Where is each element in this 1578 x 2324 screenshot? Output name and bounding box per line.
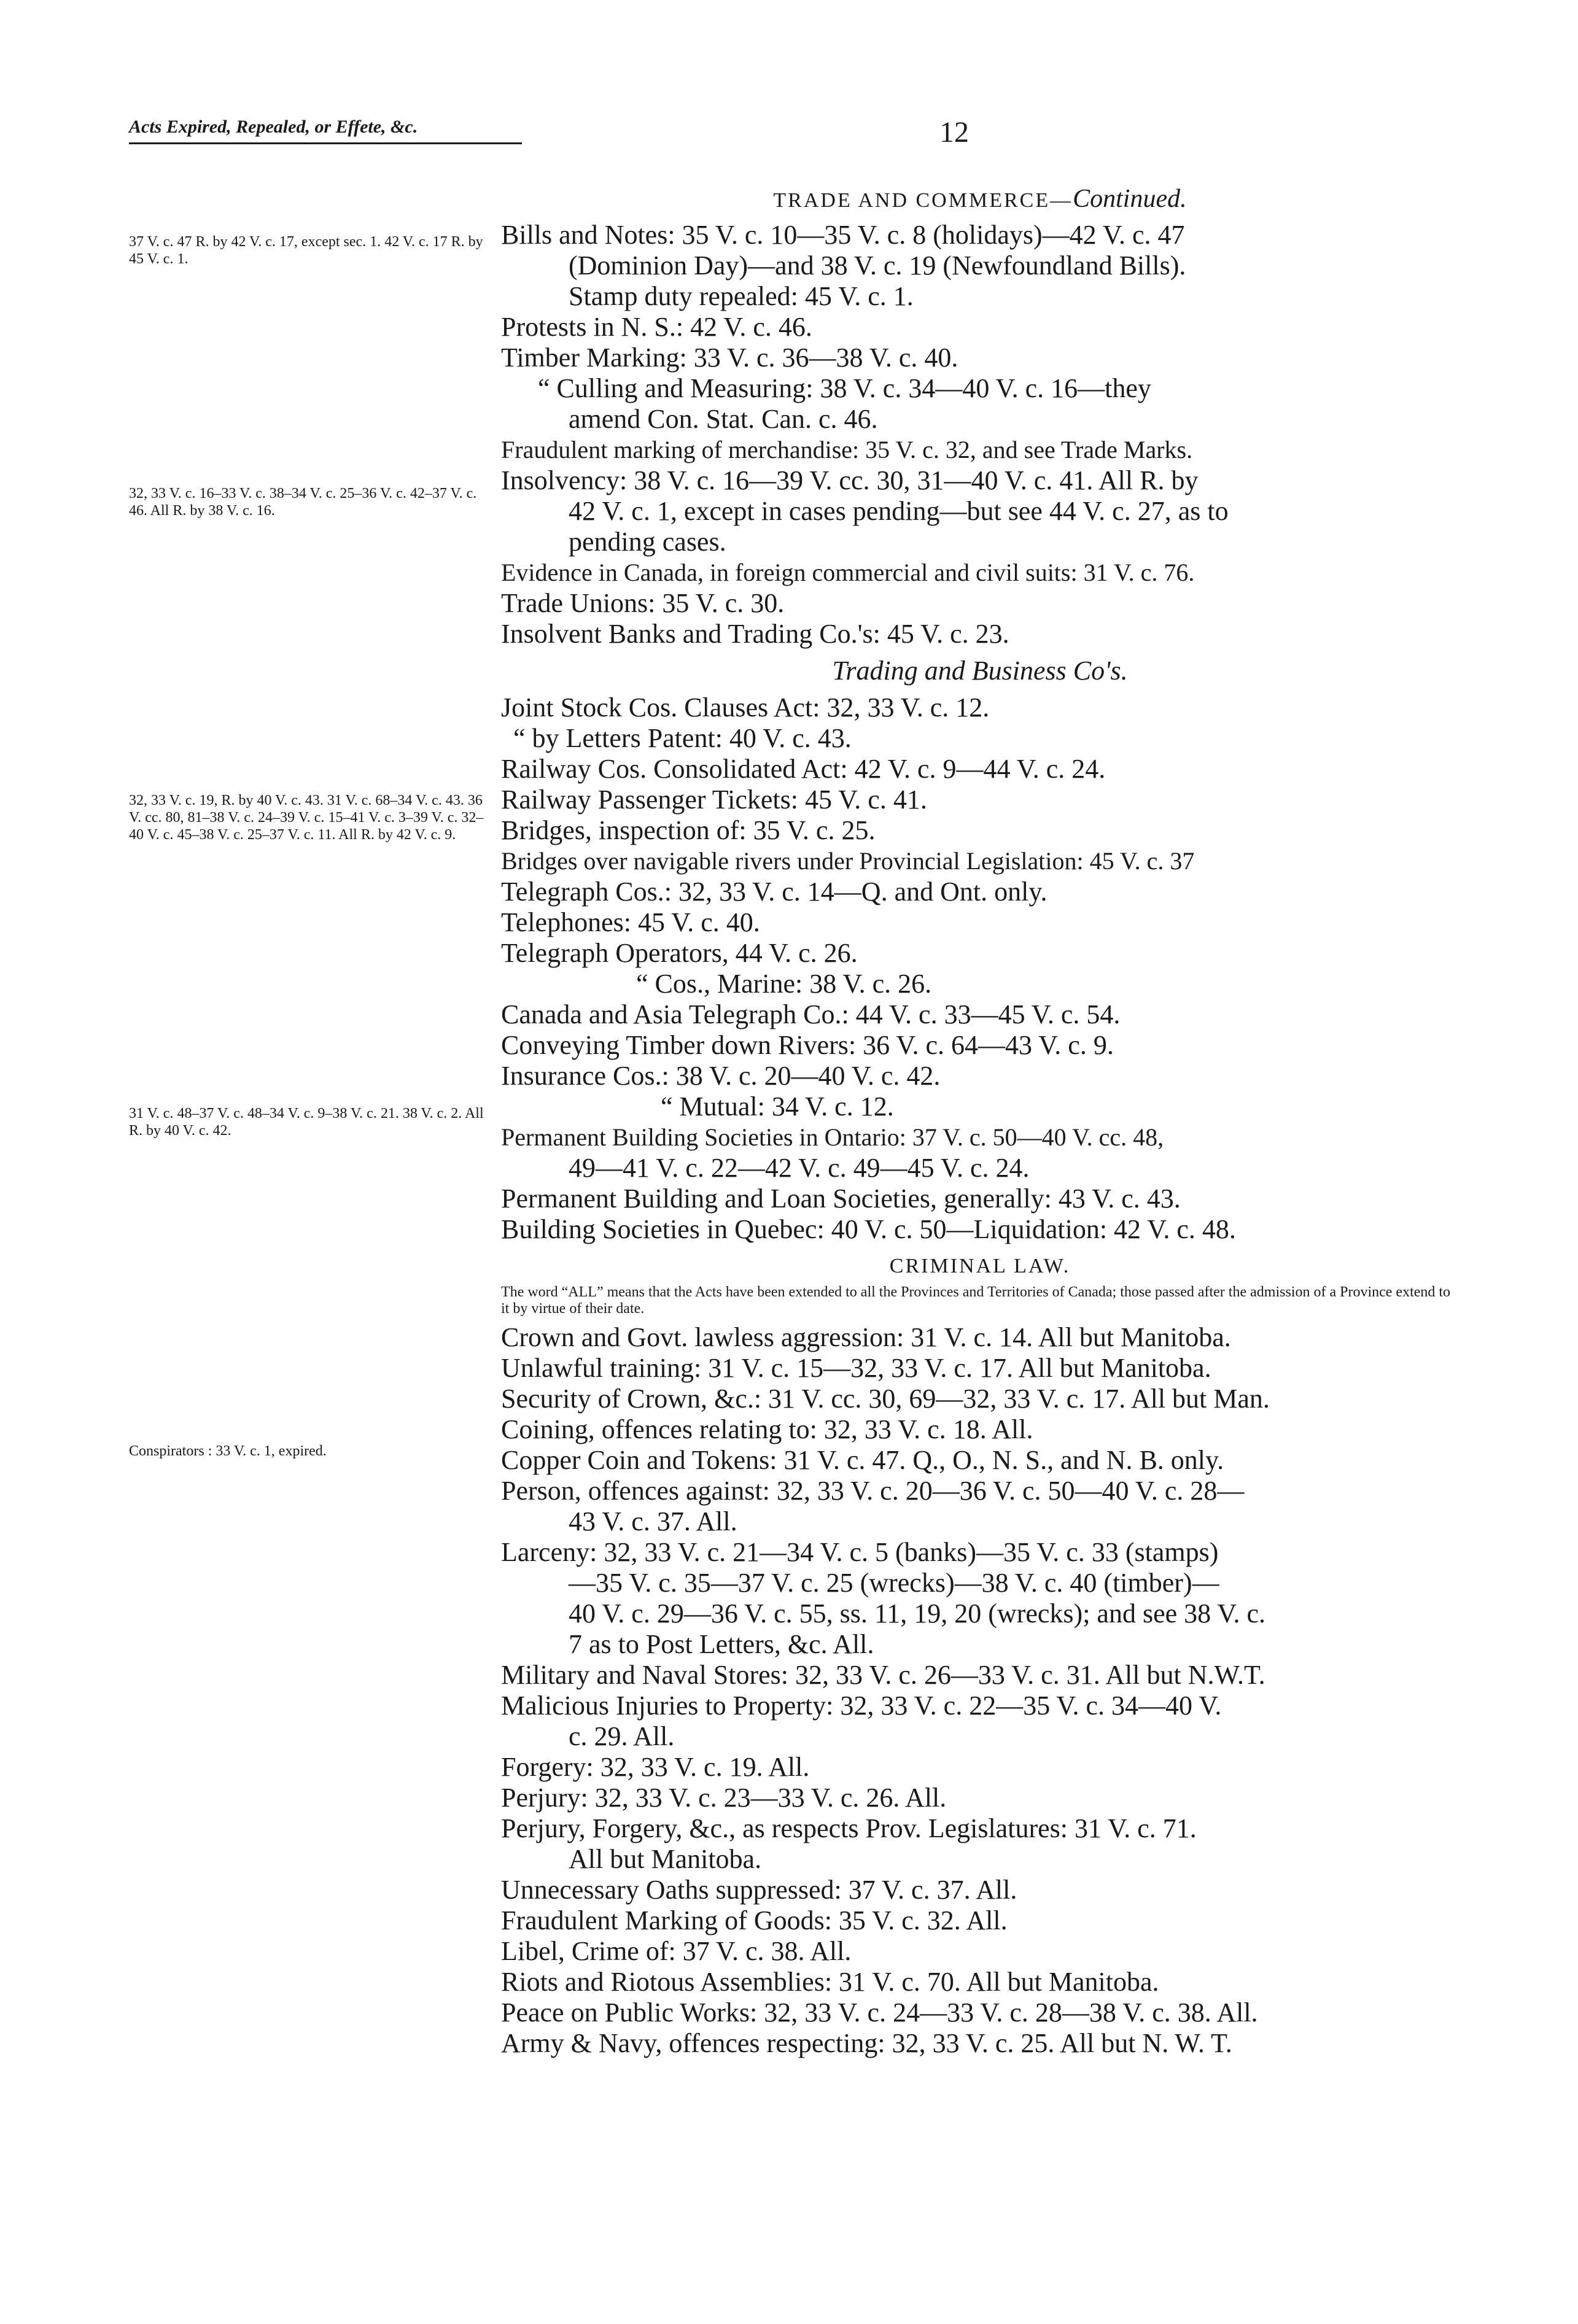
entry-line: Malicious Injuries to Property: 32, 33 V. c. 22—35 V. c. 34—40 V. <box>501 1691 1222 1721</box>
margin-note: 32, 33 V. c. 16–33 V. c. 38–34 V. c. 25–36 V. c. 42–37 V. c. 46. All R. by 38 V. c. 16. <box>129 486 477 519</box>
section-heading-criminal: CRIMINAL LAW. <box>889 1255 1071 1277</box>
criminal-note: The word “ALL” means that the Acts have been extended to all the Provinces and Territories of Canada; those passed after the admission of a Province extend to it by virtue of their date. <box>501 1284 1451 1317</box>
entry-line: “ by Letters Patent: 40 V. c. 43. <box>513 723 852 753</box>
entry-line: Protests in N. S.: 42 V. c. 46. <box>501 312 812 342</box>
entry-line: “ Mutual: 34 V. c. 12. <box>661 1091 894 1121</box>
entry-line: Forgery: 32, 33 V. c. 19. All. <box>501 1752 810 1782</box>
entry-line: Army & Navy, offences respecting: 32, 33 V. c. 25. All but N. W. T. <box>501 2028 1232 2058</box>
entry-line: 49—41 V. c. 22—42 V. c. 49—45 V. c. 24. <box>569 1153 1030 1183</box>
running-header: Acts Expired, Repealed, or Effete, &c. <box>129 117 522 144</box>
entry-line: Bridges, inspection of: 35 V. c. 25. <box>501 815 876 845</box>
entry-line: Riots and Riotous Assemblies: 31 V. c. 70. All but Manitoba. <box>501 1967 1159 1997</box>
margin-note: 32, 33 V. c. 19, R. by 40 V. c. 43. 31 V. c. 68–34 V. c. 43. 36 V. cc. 80, 81–38 V. c. 24–39 V. c. 15–41 V. c. 3–39 V. c. 32–40 V. c. 45–38 V. c. 25–37 V. c. 11. All R. by 42 V. c. 9. <box>129 792 484 843</box>
entry-line: Insolvency: 38 V. c. 16—39 V. cc. 30, 31—40 V. c. 41. All R. by <box>501 465 1199 495</box>
entry-line: Bills and Notes: 35 V. c. 10—35 V. c. 8 (holidays)—42 V. c. 47 <box>501 220 1185 250</box>
margin-note: Conspirators : 33 V. c. 1, expired. <box>129 1443 327 1459</box>
entry-line: Security of Crown, &c.: 31 V. cc. 30, 69—32, 33 V. c. 17. All but Man. <box>501 1384 1270 1414</box>
entry-line: Conveying Timber down Rivers: 36 V. c. 64—43 V. c. 9. <box>501 1030 1114 1060</box>
entry-line: “ Cos., Marine: 38 V. c. 26. <box>636 969 932 999</box>
entry-line: Telephones: 45 V. c. 40. <box>501 907 760 937</box>
entry-line: 40 V. c. 29—36 V. c. 55, ss. 11, 19, 20 (wrecks); and see 38 V. c. <box>569 1598 1265 1629</box>
entry-line: Insurance Cos.: 38 V. c. 20—40 V. c. 42. <box>501 1061 941 1091</box>
entry-line: Perjury: 32, 33 V. c. 23—33 V. c. 26. All. <box>501 1783 947 1813</box>
page-number: 12 <box>939 116 969 149</box>
entry-line: Coining, offences relating to: 32, 33 V. c. 18. All. <box>501 1414 1033 1444</box>
entry-line: Building Societies in Quebec: 40 V. c. 50—Liquidation: 42 V. c. 48. <box>501 1214 1236 1244</box>
section-heading-business: Trading and Business Co's. <box>832 656 1128 686</box>
entry-line: Telegraph Cos.: 32, 33 V. c. 14—Q. and Ont. only. <box>501 877 1047 907</box>
entry-line: Canada and Asia Telegraph Co.: 44 V. c. 33—45 V. c. 54. <box>501 999 1121 1029</box>
entry-line: Railway Cos. Consolidated Act: 42 V. c. 9—44 V. c. 24. <box>501 754 1106 784</box>
entry-line: 43 V. c. 37. All. <box>569 1506 737 1536</box>
entry-line: Peace on Public Works: 32, 33 V. c. 24—33 V. c. 28—38 V. c. 38. All. <box>501 1997 1258 2028</box>
entry-line: All but Manitoba. <box>569 1844 762 1874</box>
entry-line: Unlawful training: 31 V. c. 15—32, 33 V. c. 17. All but Manitoba. <box>501 1353 1211 1383</box>
entry-line: Telegraph Operators, 44 V. c. 26. <box>501 938 858 968</box>
entry-line: Perjury, Forgery, &c., as respects Prov. Legislatures: 31 V. c. 71. <box>501 1813 1197 1843</box>
entry-line: Insolvent Banks and Trading Co.'s: 45 V. c. 23. <box>501 619 1009 649</box>
entry-line: Person, offences against: 32, 33 V. c. 20—36 V. c. 50—40 V. c. 28— <box>501 1476 1245 1506</box>
entry-line: (Dominion Day)—and 38 V. c. 19 (Newfoundland Bills). <box>569 250 1186 281</box>
entry-line: Libel, Crime of: 37 V. c. 38. All. <box>501 1936 852 1966</box>
entry-line: Larceny: 32, 33 V. c. 21—34 V. c. 5 (banks)—35 V. c. 33 (stamps) <box>501 1537 1219 1567</box>
entry-line: Fraudulent Marking of Goods: 35 V. c. 32. All. <box>501 1905 1008 1935</box>
entry-line: c. 29. All. <box>569 1721 675 1751</box>
section-heading-trade: TRADE AND COMMERCE—Continued. <box>773 185 1187 213</box>
entry-line: Copper Coin and Tokens: 31 V. c. 47. Q., O., N. S., and N. B. only. <box>501 1445 1224 1475</box>
entry-line: Stamp duty repealed: 45 V. c. 1. <box>569 281 914 311</box>
entry-line: 7 as to Post Letters, &c. All. <box>569 1629 874 1659</box>
entry-line: Permanent Building Societies in Ontario: 37 V. c. 50—40 V. cc. 48, <box>501 1123 1164 1151</box>
margin-note: 37 V. c. 47 R. by 42 V. c. 17, except sec. 1. 42 V. c. 17 R. by 45 V. c. 1. <box>129 234 483 267</box>
entry-line: Unnecessary Oaths suppressed: 37 V. c. 37. All. <box>501 1875 1017 1905</box>
entry-line: Railway Passenger Tickets: 45 V. c. 41. <box>501 784 927 815</box>
margin-note: 31 V. c. 48–37 V. c. 48–34 V. c. 9–38 V. c. 21. 38 V. c. 2. All R. by 40 V. c. 42. <box>129 1106 484 1139</box>
entry-line: amend Con. Stat. Can. c. 46. <box>569 404 878 434</box>
entry-line: “ Culling and Measuring: 38 V. c. 34—40 V. c. 16—they <box>538 373 1151 403</box>
entry-line: Permanent Building and Loan Societies, generally: 43 V. c. 43. <box>501 1183 1181 1214</box>
entry-line: Trade Unions: 35 V. c. 30. <box>501 588 785 618</box>
entry-line: Timber Marking: 33 V. c. 36—38 V. c. 40. <box>501 343 958 373</box>
entry-line: 42 V. c. 1, except in cases pending—but see 44 V. c. 27, as to <box>569 496 1229 526</box>
entry-line: Evidence in Canada, in foreign commercial and civil suits: 31 V. c. 76. <box>501 559 1195 586</box>
entry-line: Crown and Govt. lawless aggression: 31 V. c. 14. All but Manitoba. <box>501 1322 1231 1352</box>
entry-line: pending cases. <box>569 527 726 557</box>
entry-line: Fraudulent marking of merchandise: 35 V. c. 32, and see Trade Marks. <box>501 436 1193 463</box>
entry-line: Bridges over navigable rivers under Provincial Legislation: 45 V. c. 37 <box>501 847 1195 875</box>
main-text <box>501 184 1459 2059</box>
entry-line: —35 V. c. 35—37 V. c. 25 (wrecks)—38 V. c. 40 (timber)— <box>569 1568 1219 1598</box>
entry-line: Joint Stock Cos. Clauses Act: 32, 33 V. c. 12. <box>501 692 990 722</box>
entry-line: Military and Naval Stores: 32, 33 V. c. 26—33 V. c. 31. All but N.W.T. <box>501 1660 1265 1690</box>
